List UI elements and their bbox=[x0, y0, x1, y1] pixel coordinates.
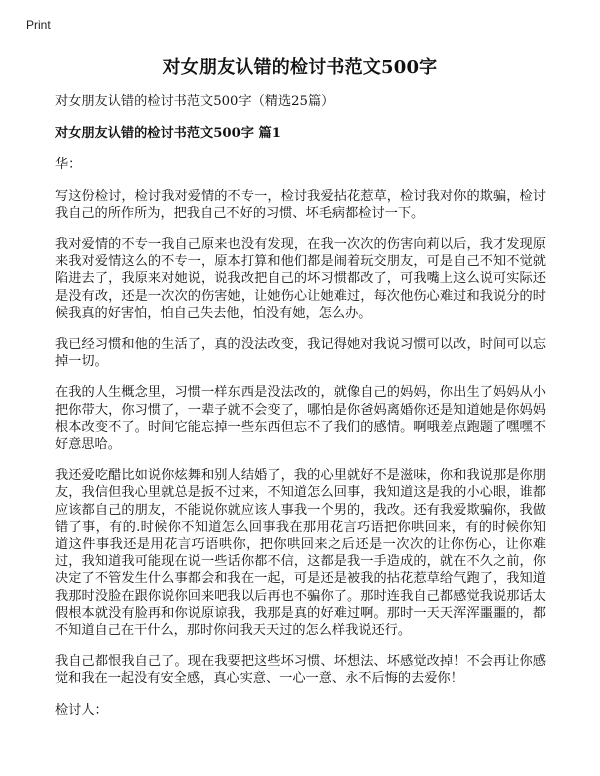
document-subtitle: 对女朋友认错的检讨书范文500字（精选25篇） bbox=[55, 94, 335, 109]
paragraph-5: 我还爱吃醋比如说你炫舞和别人结婚了，我的心里就好不是滋味，你和我说那是你朋友，我信但我心里就总是扳不过来，不知道怎么回事，我知道这是我的小心眼，谁都应该都自己的朋友，不能说你就应该人事我一个男的，我改。还有我爱欺骗你，我做错了事，有的.时候你不知道怎么回事我在那用花言巧语把你哄回来，有的时候你知道这件事我还是用花言巧语哄你，把你哄回来之后还是一次次的让你伤心，让你难过，我知道我可能现在说一些话你都不信，这都是我一手造成的，就在不久之前，你决定了不管发生什么事都会和我在一起，可是还是被我的拈花惹草给气跑了，我知道我那时没脸在跟你说你回来吧我以后再也不骗你了。那时连我自己都感觉我说那话太假根本就没有脸再和你说原谅我，我那是真的好难过啊。那时一天天浑浑噩噩的，都不知道自己在干什么，那时你问我天天过的怎么样我说还行。 bbox=[55, 468, 546, 639]
salutation: 华： bbox=[55, 157, 82, 173]
signature-line: 检讨人： bbox=[55, 702, 108, 718]
document-body bbox=[55, 93, 546, 733]
paragraph-3: 我已经习惯和他的生活了，真的没法改变，我记得她对我说习惯可以改，时间可以忘掉一切。 bbox=[55, 337, 546, 370]
document-title: 对女朋友认错的检讨书范文500字 bbox=[162, 57, 438, 78]
paragraph-6: 我自己都恨我自己了。现在我要把这些坏习惯、坏想法、坏感觉改掉！不会再让你感觉和我在一起没有安全感，真心实意、一心一意、永不后悔的去爱你！ bbox=[55, 654, 546, 687]
print-link[interactable]: Print bbox=[26, 18, 51, 32]
paragraph-1: 写这份检讨，检讨我对爱情的不专一，检讨我爱拈花惹草，检讨我对你的欺骗，检讨我自己的所作所为，把我自己不好的习惯、坏毛病都检讨一下。 bbox=[55, 188, 546, 221]
section-heading: 对女朋友认错的检讨书范文500字 篇1 bbox=[55, 126, 281, 142]
paragraph-2: 我对爱情的不专一我自己原来也没有发现，在我一次次的伤害向莉以后，我才发现原来我对爱情这么的不专一，原本打算和他们都是闹着玩交朋友，可是自己不知不觉就陷进去了，我原来对她说，说我改把自己的坏习惯都改了，可我嘴上这么说可实际还是没有改，还是一次次的伤害她，让她伤心让她难过，每次他伤心难过和我说分的时候我真的好害怕，怕自己失去他，怕没有她，怎么办。 bbox=[55, 237, 546, 321]
paragraph-4: 在我的人生概念里，习惯一样东西是没法改的，就像自己的妈妈，你出生了妈妈从小把你带大，你习惯了，一辈子就不会变了，哪怕是你爸妈离婚你还是知道她是你妈妈根本改变不了。时间它能忘掉一些东西但忘不了我们的感情。啊哦差点跑题了嘿嘿不好意思哈。 bbox=[55, 385, 546, 453]
